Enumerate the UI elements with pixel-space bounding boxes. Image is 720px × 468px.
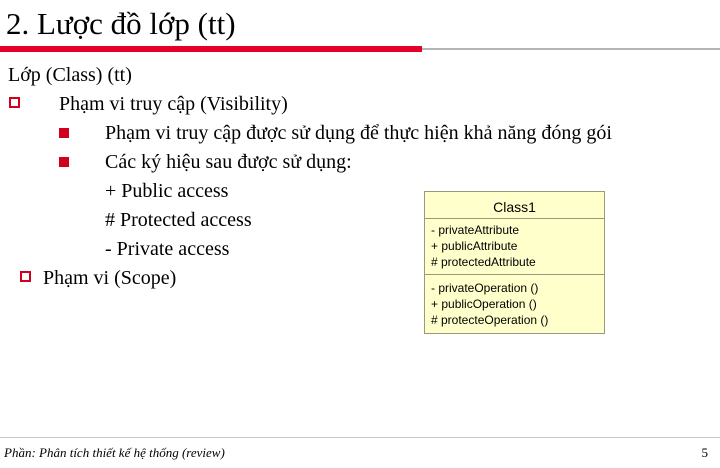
uml-attribute: + publicAttribute [431, 239, 518, 253]
uml-divider [425, 274, 604, 275]
page-number: 5 [701, 445, 708, 460]
uml-operation: - privateOperation () [431, 281, 539, 295]
symbol-protected: # Protected access [105, 209, 252, 231]
bullet-visibility: Phạm vi truy cập (Visibility) [59, 93, 288, 115]
footer-divider [0, 437, 720, 438]
uml-operation: + publicOperation () [431, 297, 537, 311]
section-heading: Lớp (Class) (tt) [8, 64, 132, 86]
symbol-public: + Public access [105, 180, 229, 202]
hollow-square-icon [9, 97, 20, 108]
bullet-scope: Phạm vi (Scope) [43, 267, 177, 289]
uml-class-box [424, 191, 605, 334]
filled-square-icon [59, 128, 69, 138]
slide-title: 2. Lược đồ lớp (tt) [6, 6, 236, 41]
uml-attribute: # protectedAttribute [431, 255, 536, 269]
title-underline-grey [422, 48, 720, 50]
sub-bullet-encapsulation: Phạm vi truy cập được sử dụng để thực hiện khả năng đóng gói [105, 122, 612, 144]
hollow-square-icon [20, 271, 31, 282]
uml-class-name: Class1 [493, 199, 536, 215]
footer-section-label: Phần: Phân tích thiết kế hệ thống (review) [4, 445, 225, 460]
uml-attribute: - privateAttribute [431, 223, 520, 237]
sub-bullet-symbols: Các ký hiệu sau được sử dụng: [105, 151, 352, 173]
filled-square-icon [59, 157, 69, 167]
uml-divider [425, 218, 604, 219]
title-underline-red [0, 46, 422, 52]
uml-operation: # protecteOperation () [431, 313, 549, 327]
symbol-private: - Private access [105, 238, 230, 260]
